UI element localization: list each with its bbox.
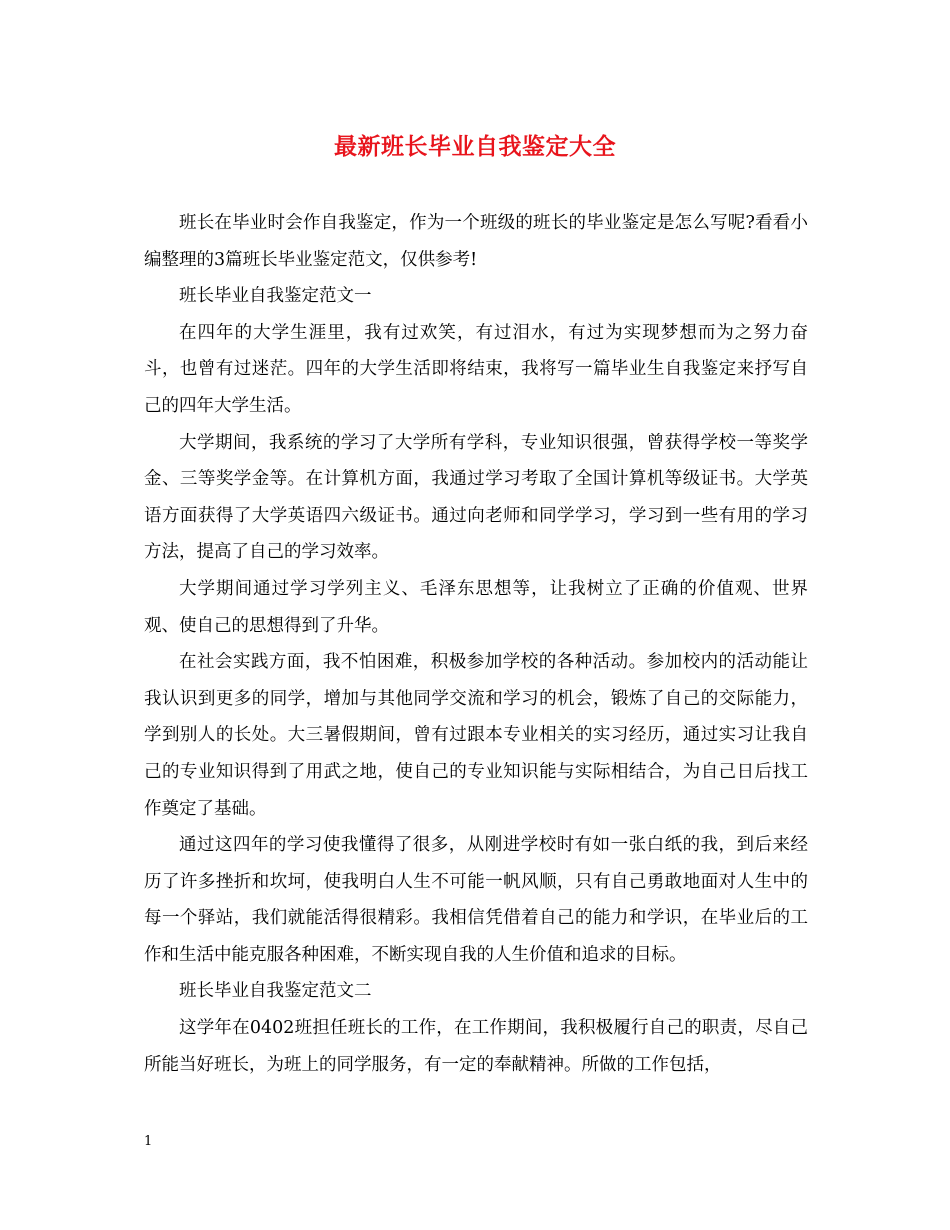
section-heading-one: 班长毕业自我鉴定范文一 — [179, 286, 372, 307]
body-paragraph: 通过这四年的学习使我懂得了很多，从刚进学校时有如一张白纸的我，到后来经历了许多挫折和坎坷，使我明白人生不可能一帆风顺，只有自己勇敢地面对人生中的每一个驿站，我们就能活得很精彩。我相信凭借着自己的能力和学识，在毕业后的工作和生活中能克服各种困难，不断实现自我的人生价值和追求的目标。 — [144, 835, 808, 965]
body-paragraph: 在社会实践方面，我不怕困难，积极参加学校的各种活动。参加校内的活动能让我认识到更多的同学，增加与其他同学交流和学习的机会，锻炼了自己的交际能力，学到别人的长处。大三暑假期间，曾有过跟本专业相关的实习经历，通过实习让我自己的专业知识得到了用武之地，使自己的专业知识能与实际相结合，为自己日后找工作奠定了基础。 — [144, 652, 808, 819]
body-paragraph: 大学期间，我系统的学习了大学所有学科，专业知识很强，曾获得学校一等奖学金、三等奖学金等。在计算机方面，我通过学习考取了全国计算机等级证书。大学英语方面获得了大学英语四六级证书。通过向老师和同学学习，学习到一些有用的学习方法，提高了自己的学习效率。 — [144, 432, 808, 563]
section-heading-two: 班长毕业自我鉴定范文二 — [179, 981, 372, 1002]
document-body — [144, 205, 808, 1083]
document-title: 最新班长毕业自我鉴定大全 — [334, 133, 616, 160]
intro-paragraph: 班长在毕业时会作自我鉴定，作为一个班级的班长的毕业鉴定是怎么写呢?看看小编整理的3篇班长毕业鉴定范文，仅供参考! — [144, 213, 808, 270]
page-number: 1 — [144, 1134, 153, 1149]
body-paragraph: 在四年的大学生涯里，我有过欢笑，有过泪水，有过为实现梦想而为之努力奋斗，也曾有过迷茫。四年的大学生活即将结束，我将写一篇毕业生自我鉴定来抒写自己的四年大学生活。 — [144, 322, 808, 416]
body-paragraph: 这学年在0402班担任班长的工作，在工作期间，我积极履行自己的职责，尽自己所能当好班长，为班上的同学服务，有一定的奉献精神。所做的工作包括， — [144, 1018, 808, 1075]
body-paragraph: 大学期间通过学习学列主义、毛泽东思想等，让我树立了正确的价值观、世界观、使自己的思想得到了升华。 — [144, 578, 808, 636]
